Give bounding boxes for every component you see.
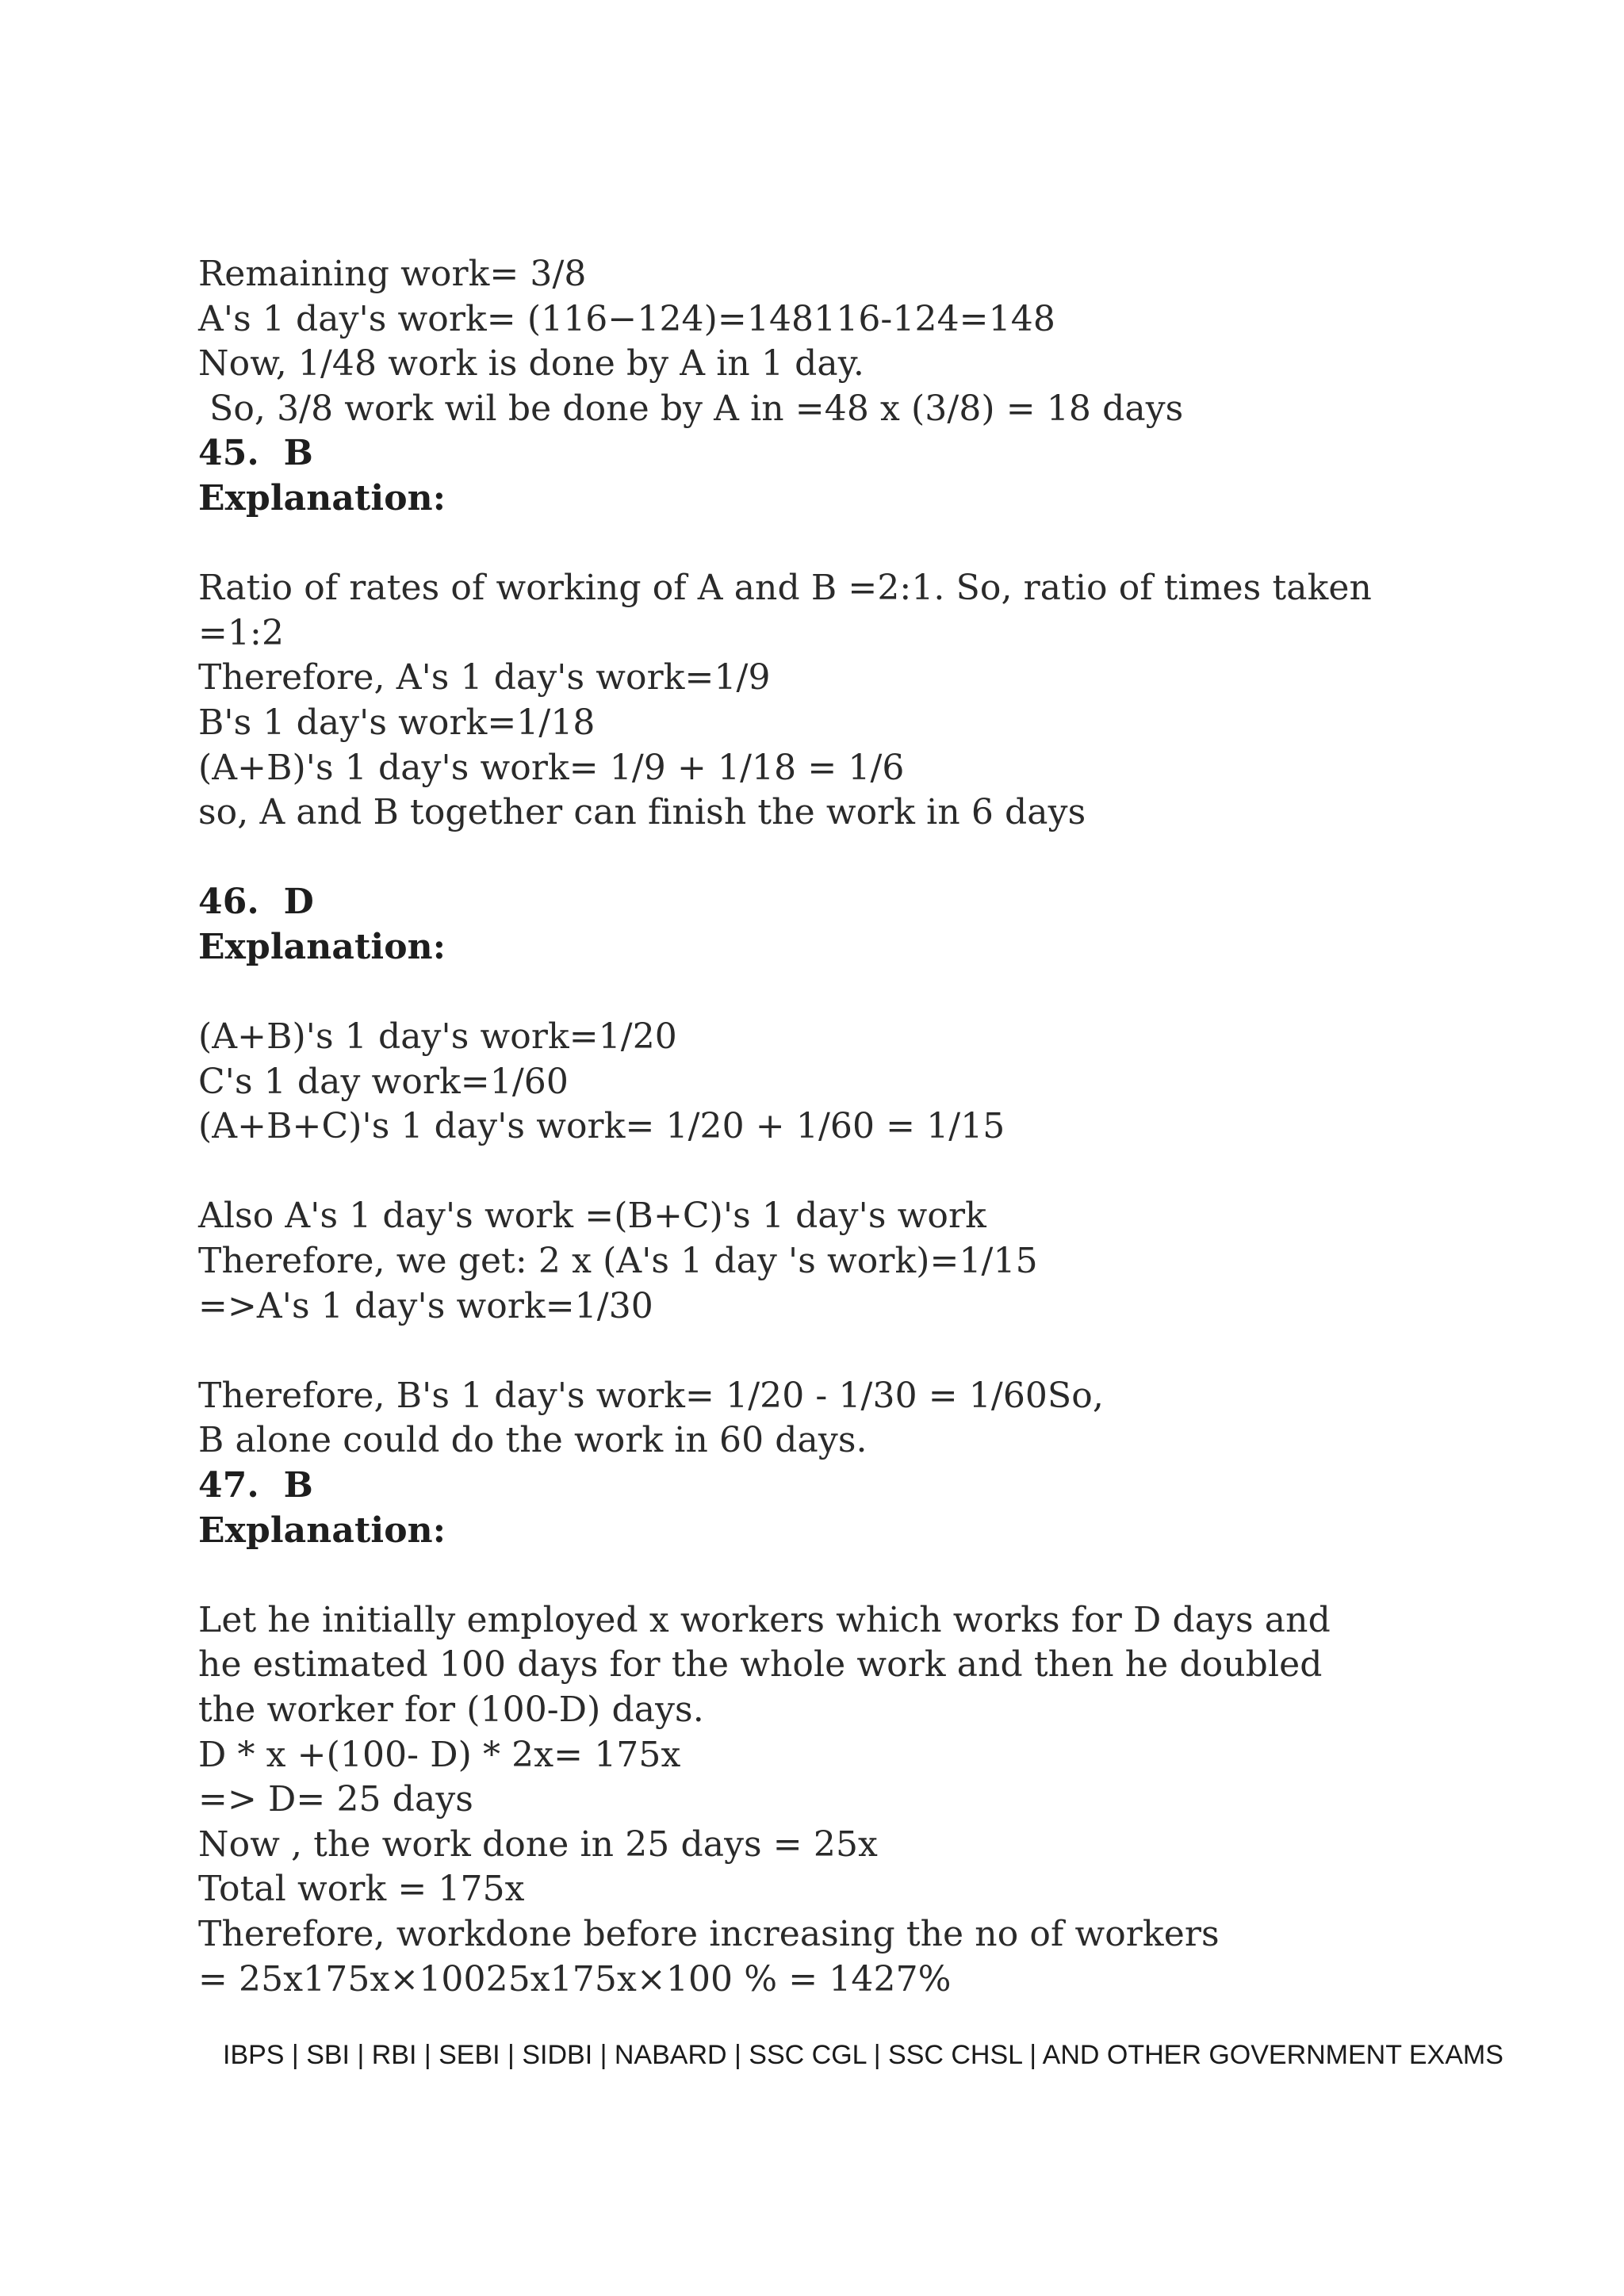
text-line: = 25x175x×10025x175x×100 % = 1427%	[198, 1958, 952, 1999]
text-line: Now , the work done in 25 days = 25x	[198, 1823, 878, 1865]
section-heading: 47. B	[198, 1465, 313, 1506]
text-line: =>A's 1 day's work=1/30	[198, 1285, 653, 1326]
blank-line	[198, 1150, 1435, 1195]
text-line: A's 1 day's work= (116−124)=148116-124=148	[198, 298, 1055, 339]
text-line: Therefore, workdone before increasing the no of workers	[198, 1913, 1220, 1954]
text-line: => D= 25 days	[198, 1779, 473, 1820]
section-heading: Explanation:	[198, 1510, 446, 1551]
blank-line	[198, 836, 1435, 881]
text-line: So, 3/8 work wil be done by A in =48 x (3/8) = 18 days	[198, 388, 1184, 429]
page-body	[198, 252, 1435, 2002]
text-line: B's 1 day's work=1/18	[198, 702, 596, 743]
text-line: (A+B)'s 1 day's work=1/20	[198, 1016, 677, 1058]
text-line: Now, 1/48 work is done by A in 1 day.	[198, 343, 864, 385]
text-line: Let he initially employed x workers which works for D days and	[198, 1599, 1331, 1640]
text-line: Total work = 175x	[198, 1869, 525, 1910]
text-line: Therefore, B's 1 day's work= 1/20 - 1/30 = 1/60So,	[198, 1375, 1104, 1416]
text-line: (A+B+C)'s 1 day's work= 1/20 + 1/60 = 1/15	[198, 1106, 1005, 1147]
text-line: Also A's 1 day's work =(B+C)'s 1 day's work	[198, 1196, 986, 1237]
blank-line	[198, 522, 1435, 567]
section-heading: 45. B	[198, 433, 313, 474]
text-line: Remaining work= 3/8	[198, 254, 587, 294]
text-line: he estimated 100 days for the whole work and then he doubled	[198, 1644, 1323, 1686]
text-line: D * x +(100- D) * 2x= 175x	[198, 1734, 681, 1775]
text-line: B alone could do the work in 60 days.	[198, 1420, 868, 1461]
text-line: so, A and B together can finish the work in 6 days	[198, 792, 1086, 833]
text-line: Therefore, we get: 2 x (A's 1 day 's work)=1/15	[198, 1241, 1038, 1282]
section-heading: 46. D	[198, 882, 314, 923]
text-line: the worker for (100-D) days.	[198, 1689, 704, 1730]
blank-line	[198, 970, 1435, 1016]
text-line: Ratio of rates of working of A and B =2:1. So, ratio of times taken	[198, 568, 1372, 609]
text-line: (A+B)'s 1 day's work= 1/9 + 1/18 = 1/6	[198, 747, 905, 788]
section-heading: Explanation:	[198, 477, 446, 519]
page-footer: IBPS | SBI | RBI | SEBI | SIDBI | NABARD | SSC CGL | SSC CHSL | AND OTHER GOVERNMENT EXAMS	[223, 2040, 1503, 2070]
section-heading: Explanation:	[198, 926, 446, 967]
blank-line	[198, 1553, 1435, 1598]
text-line: =1:2	[198, 612, 285, 653]
text-line: C's 1 day work=1/60	[198, 1061, 569, 1102]
text-line: Therefore, A's 1 day's work=1/9	[198, 657, 771, 698]
blank-line	[198, 1329, 1435, 1374]
